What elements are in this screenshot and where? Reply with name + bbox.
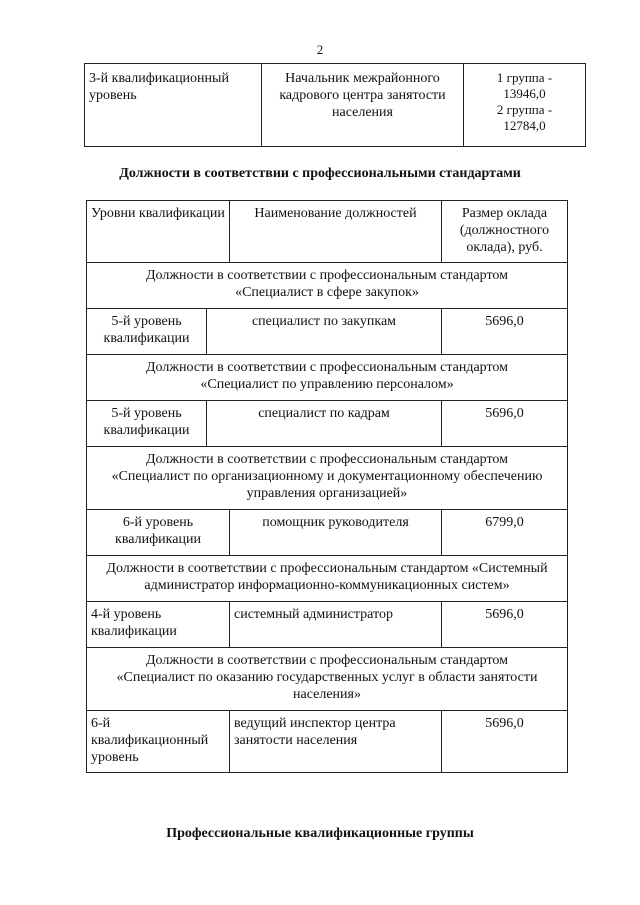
position-name-cell: системный администратор — [230, 602, 442, 648]
qualification-level-cell: 6-й квалификационный уровень — [87, 711, 230, 773]
standard-title — [87, 648, 568, 711]
salary-cell: 5696,0 — [442, 711, 568, 773]
standard-line: «Специалист по организационному и документационному обеспечению — [111, 469, 543, 484]
header-salary: Размер оклада (должностного оклада), руб. — [442, 201, 568, 263]
position-name-cell: ведущий инспектор центра занятости населения — [230, 711, 442, 773]
standard-line: Должности в соответствии с профессиональным стандартом — [145, 653, 508, 668]
standard-line: Должности в соответствии с профессиональным стандартом «Системный — [106, 561, 548, 576]
page-number: 2 — [316, 42, 324, 57]
salary-line: 1 группа - — [496, 70, 553, 85]
standard-title — [87, 263, 568, 309]
position-name-cell: специалист по кадрам — [207, 401, 442, 447]
table-row — [87, 401, 568, 447]
qualification-level-cell: 3-й квалификационный уровень — [85, 64, 262, 147]
salary-cell: 5696,0 — [442, 401, 568, 447]
standard-line: «Специалист по управлению персоналом» — [200, 377, 454, 392]
position-name-cell: помощник руководителя — [230, 510, 442, 556]
standard-line: «Специалист в сфере закупок» — [235, 285, 419, 300]
standard-line: населения» — [293, 687, 361, 702]
bottom-heading: Профессиональные квалификационные группы — [166, 826, 474, 841]
standard-line: управления организацией» — [246, 486, 408, 501]
standard-row — [87, 648, 568, 711]
standard-row — [87, 447, 568, 510]
header-position-name: Наименование должностей — [230, 201, 442, 263]
table-row — [87, 711, 568, 773]
standard-row — [87, 263, 568, 309]
standard-title — [87, 447, 568, 510]
salary-line: 2 группа - — [496, 102, 553, 117]
standard-line: Должности в соответствии с профессиональным стандартом — [145, 452, 508, 467]
standard-line: Должности в соответствии с профессиональным стандартом — [145, 268, 508, 283]
standard-line: Должности в соответствии с профессиональным стандартом — [145, 360, 508, 375]
standard-line: «Специалист по оказанию государственных услуг в области занятости — [116, 670, 538, 685]
standard-row — [87, 556, 568, 602]
table-row — [87, 309, 568, 355]
table-header-row — [87, 201, 568, 263]
section-heading: Должности в соответствии с профессиональными стандартами — [119, 166, 521, 181]
standard-row — [87, 355, 568, 401]
header-levels: Уровни квалификации — [87, 201, 230, 263]
positions-table — [86, 200, 568, 773]
qualification-level-cell: 6-й уровень квалификации — [87, 510, 230, 556]
table-row — [87, 510, 568, 556]
qualification-level-cell: 5-й уровень квалификации — [87, 401, 207, 447]
salary-cell: 5696,0 — [442, 309, 568, 355]
qualification-level-cell: 5-й уровень квалификации — [87, 309, 207, 355]
standard-title — [87, 556, 568, 602]
salary-line: 13946,0 — [503, 86, 546, 101]
salary-cell: 6799,0 — [442, 510, 568, 556]
position-name-cell: специалист по закупкам — [207, 309, 442, 355]
standard-line: администратор информационно-коммуникационных систем» — [144, 578, 510, 593]
standard-title — [87, 355, 568, 401]
table-row — [85, 64, 586, 147]
position-name-cell: Начальник межрайонного кадрового центра занятости населения — [262, 64, 464, 147]
top-table — [84, 63, 586, 147]
table-row — [87, 602, 568, 648]
salary-line: 12784,0 — [503, 118, 546, 133]
qualification-level-cell: 4-й уровень квалификации — [87, 602, 230, 648]
salary-cell: 5696,0 — [442, 602, 568, 648]
salary-cell — [464, 64, 586, 147]
